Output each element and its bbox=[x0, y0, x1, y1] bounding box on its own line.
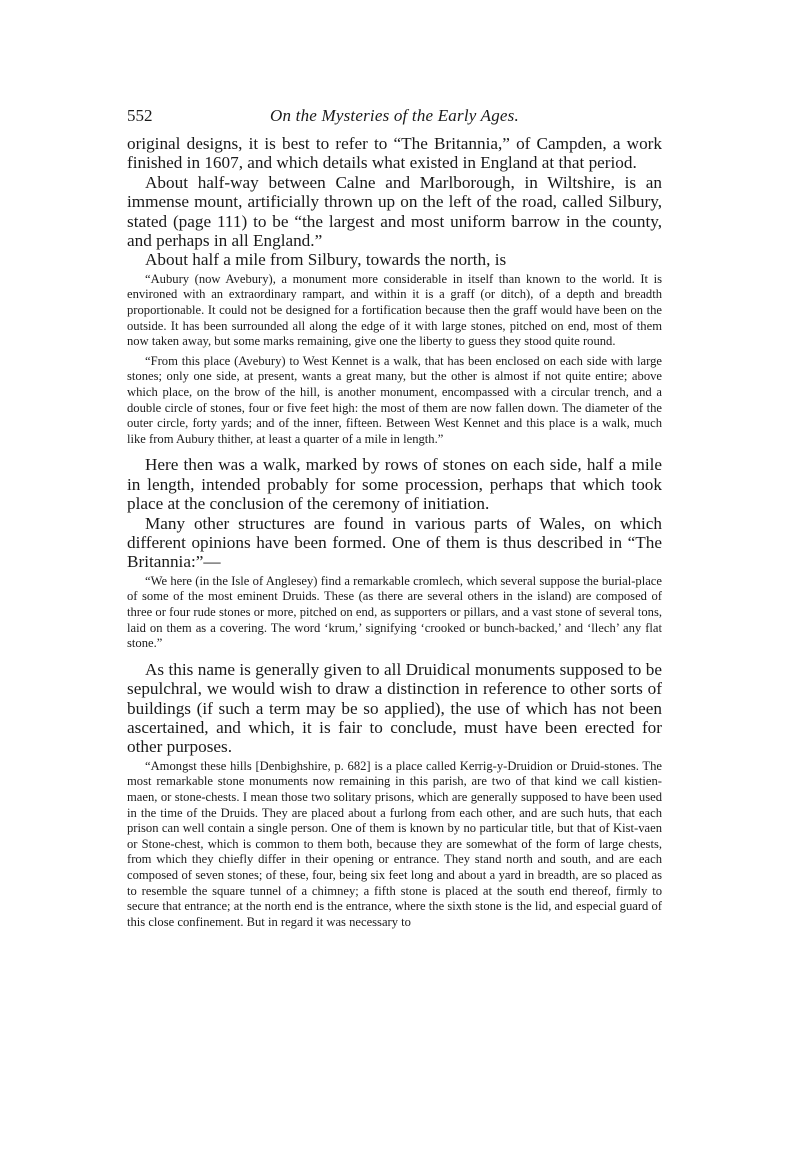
paragraph-druidical: As this name is generally given to all Druidical monuments supposed to be sepulchral, we would wish to draw a distinction in reference to other sorts of buildings (if such a term may be so applied), the use of which has not been ascertained, and which, it is fair to conclude, must have been erected for other purposes. bbox=[127, 659, 662, 757]
quote-anglesey: “We here (in the Isle of Anglesey) find a remarkable cromlech, which several suppose the burial-place of some of the most eminent Druids. These (as there are several others in the island) are composed of three or four rude stones or more, pitched on end, as supporters or pillars, and a vast stone of several tons, laid on them as a covering. The word ‘krum,’ signifying ‘crooked or bunch-backed,’ and ‘llech’ any flat stone.” bbox=[127, 573, 662, 651]
paragraph-walk: Here then was a walk, marked by rows of stones on each side, half a mile in length, intended probably for some procession, perhaps that which took place at the conclusion of the ceremony of initiation. bbox=[127, 455, 662, 514]
running-title: On the Mysteries of the Early Ages. bbox=[270, 106, 519, 125]
paragraph-wales: Many other structures are found in various parts of Wales, on which different opinions have been formed. One of them is thus described in “The Britannia:”— bbox=[127, 513, 662, 572]
quote-west-kennet: “From this place (Avebury) to West Kennet is a walk, that has been enclosed on each side with large stones; only one side, at present, wants a great many, but the other is almost if not quite entire; above which place, on the brow of the hill, is another monument, encompassed with a circular trench, and a double circle of stones, four or five feet high: the most of them are now fallen down. The diameter of the outer circle, forty yards; and of the inner, fifteen. Between West Kennet and this place is a walk, much like from Aubury thither, at least a quarter of a mile in length.” bbox=[127, 353, 662, 446]
quote-denbighshire: “Amongst these hills [Denbighshire, p. 682] is a place called Kerrig-y-Druidion or Druid-stones. The most remarkable stone monuments now remaining in this parish, are two of that kind we call kistien-maen, or stone-chests. I mean those two solitary prisons, which are generally supposed to have been used in the time of the Druids. They are placed about a furlong from each other, and are such huts, that each prison can well contain a single person. One of them is known by no particular title, but that of Kist-vaen or Stone-chest, which is common to them both, because they are somewhat of the form of large chests, from which they chiefly differ in their opening or entrance. They stand north and south, and are each composed of seven stones; of these, four, being six feet long and about a yard in breadth, are so placed as to resemble the square tunnel of a chimney; a fifth stone is placed at the south end thereof, firmly to secure that entrance; at the north end is the entrance, where the sixth stone is the lid, and especial guard of this close confinement. But in regard it was necessary to bbox=[127, 758, 662, 929]
paragraph-silbury: About half-way between Calne and Marlborough, in Wiltshire, is an immense mount, artificially thrown up on the left of the road, called Silbury, stated (page 111) to be “the largest and most uniform barrow in the county, and perhaps in all England.” bbox=[127, 172, 662, 251]
running-header bbox=[127, 104, 662, 134]
paragraph-avebury-intro: About half a mile from Silbury, towards the north, is bbox=[145, 250, 507, 270]
quote-aubury: “Aubury (now Avebury), a monument more considerable in itself than known to the world. It is environed with an extraordinary rampart, and within it is a graff (or ditch), of a depth and breadth proportionable. It could not be designed for a fortification because then the graff would have been on the outside. It has been surrounded all along the edge of it with large stones, pitched on end, most of them now taken away, but some marks remaining, give one the liberty to guess they stood quite round. bbox=[127, 271, 662, 349]
page-number: 552 bbox=[127, 106, 153, 125]
paragraph-continued: original designs, it is best to refer to “The Britannia,” of Campden, a work finished in 1607, and which details what existed in England at that period. bbox=[127, 134, 662, 173]
page bbox=[127, 104, 662, 934]
